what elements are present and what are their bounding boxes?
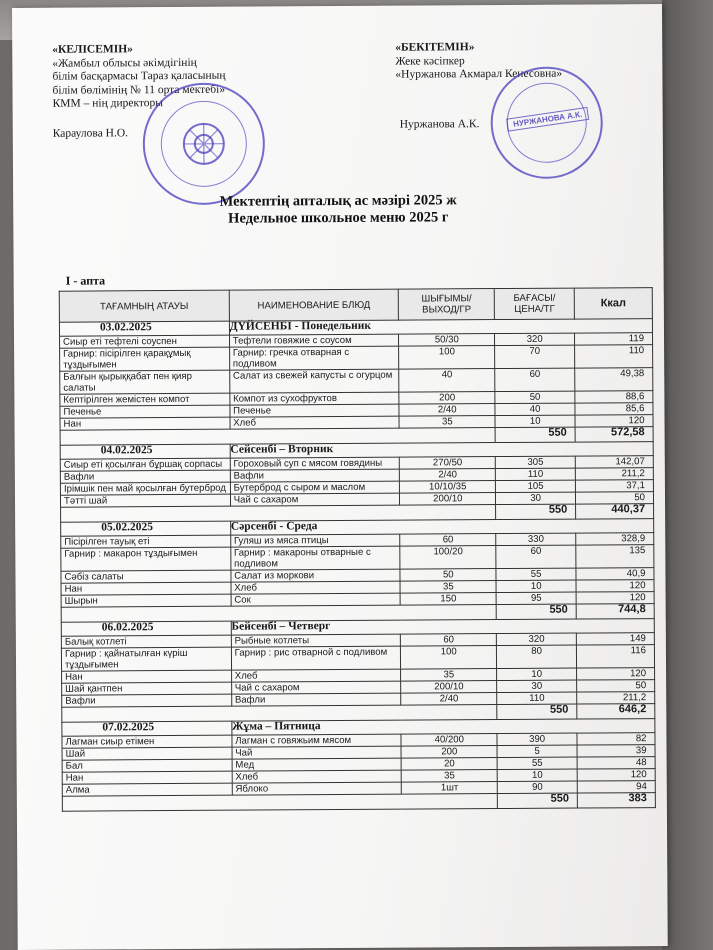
dish-kcal: 119	[575, 333, 653, 345]
dish-name-ru: Чай с сахаром	[230, 493, 400, 506]
dish-name-ru: Гарнир: гречка отварная с подливом	[229, 346, 399, 370]
dish-name-ru: Салат из моркови	[231, 569, 401, 582]
dish-kcal: 85,6	[575, 403, 653, 415]
dish-kcal: 120	[576, 580, 654, 592]
dish-portion: 2/40	[400, 469, 496, 482]
column-header: ТАҒАМНЫҢ АТАУЫ	[59, 290, 229, 322]
dish-kcal: 135	[576, 545, 654, 568]
dish-kcal: 120	[576, 592, 654, 604]
dish-kcal: 94	[577, 781, 655, 793]
dish-name-ru: Яблоко	[232, 782, 402, 795]
dish-portion: 60	[401, 634, 497, 647]
dish-name-kz: Нан	[61, 582, 231, 595]
dish-name-ru: Гуляш из мяса птицы	[230, 534, 400, 547]
dish-portion: 10/10/35	[400, 481, 496, 494]
dish-name-kz: Ірімшік пен май қосылған бутерброд	[60, 482, 230, 495]
dish-name-ru: Мед	[232, 758, 402, 771]
day-date: 07.02.2025	[62, 721, 232, 736]
dish-name-kz: Сиыр еті тефтелі соуспен	[60, 335, 230, 348]
menu-table	[59, 287, 656, 812]
dish-name-ru: Рыбные котлеты	[231, 634, 401, 647]
dish-price: 305	[495, 456, 575, 468]
dish-portion: 35	[399, 416, 495, 429]
day-name: ДҮЙСЕНБІ - Понедельник	[229, 319, 652, 336]
left-signer: Караулова Н.О.	[52, 126, 129, 140]
right-signer: Нуржанова А.К.	[399, 117, 480, 131]
dish-price: 80	[497, 645, 577, 668]
total-price: 550	[495, 427, 575, 442]
total-price: 550	[496, 604, 576, 619]
dish-name-ru: Салат из свежей капусты с огурцом	[229, 369, 399, 393]
dish-name-ru: Вафли	[231, 693, 401, 706]
total-price: 550	[497, 704, 577, 719]
dish-portion: 100	[401, 646, 497, 670]
table-header-row	[59, 288, 652, 323]
dish-name-ru: Вафли	[230, 469, 400, 482]
dish-portion: 200/10	[400, 493, 496, 506]
total-spacer	[62, 794, 497, 812]
dish-portion: 200	[399, 392, 495, 405]
day-total-row	[62, 793, 655, 812]
emblem-icon	[179, 119, 229, 169]
total-kcal: 744,8	[576, 604, 654, 619]
column-header: ШЫҒЫМЫ/ ВЫХОД/ГР	[399, 289, 495, 321]
dish-name-ru: Гарнир : рис отварной с подливом	[231, 646, 401, 670]
dish-name-ru: Хлеб	[231, 581, 401, 594]
day-name: Сейсенбі – Вторник	[230, 442, 653, 459]
dish-kcal: 82	[577, 733, 655, 745]
dish-price: 320	[495, 333, 575, 345]
dish-portion: 200/10	[401, 681, 497, 694]
dish-name-kz: Пісірілген тауық етi	[61, 535, 231, 548]
total-price: 550	[496, 504, 576, 519]
dish-kcal: 49,38	[575, 368, 653, 391]
dish-name-ru: Бутерброд с сыром и маслом	[230, 481, 400, 494]
dish-portion: 1шт	[402, 782, 498, 795]
school-stamp	[142, 82, 265, 205]
dish-portion: 100/20	[400, 546, 496, 570]
dish-name-ru: Хлеб	[230, 416, 400, 429]
day-date: 03.02.2025	[59, 321, 229, 336]
dish-name-ru: Гарнир : макароны отварные с подливом	[231, 546, 401, 570]
dish-portion: 40/200	[401, 734, 497, 747]
dish-name-kz: Балық котлеті	[61, 635, 231, 648]
dish-portion: 2/40	[401, 693, 497, 706]
day-date: 06.02.2025	[61, 621, 231, 636]
dish-price: 30	[497, 680, 577, 692]
dish-name-kz: Шай	[62, 747, 232, 760]
dish-price: 95	[496, 592, 576, 604]
day-name: Бейсенбі – Четверг	[231, 619, 654, 636]
total-kcal: 572,58	[575, 427, 653, 442]
dish-price: 70	[495, 345, 575, 368]
dish-kcal: 328,9	[576, 533, 654, 545]
dish-price: 330	[496, 533, 576, 545]
dish-price: 30	[496, 492, 576, 504]
dish-name-ru: Хлеб	[231, 669, 401, 682]
dish-price: 55	[496, 568, 576, 580]
dish-price: 60	[495, 368, 575, 391]
entrepreneur-stamp	[490, 66, 603, 179]
dish-name-kz: Шай қантпен	[62, 682, 232, 695]
dish-price: 10	[497, 668, 577, 680]
menu-document	[12, 4, 668, 950]
dish-portion: 50/30	[399, 334, 495, 347]
dish-portion: 200	[401, 746, 497, 759]
title-kz: Мектептің апталық ас мәзірі 2025 ж	[219, 192, 457, 210]
dish-name-kz: Нан	[60, 417, 230, 430]
dish-portion: 150	[400, 593, 496, 606]
right-approval-title: «БЕКІТЕМІН»	[395, 41, 475, 54]
dish-name-kz: Нан	[62, 670, 232, 683]
total-kcal: 440,37	[576, 504, 654, 519]
total-kcal: 646,2	[577, 704, 655, 719]
right-approval-line: «Нуржанова Акмарал Кенесовна»	[395, 67, 563, 81]
dish-price: 105	[496, 480, 576, 492]
dish-name-kz: Лагман сиыр етімен	[62, 735, 232, 748]
column-header: БАҒАСЫ/ ЦЕНА/ТГ	[494, 288, 574, 319]
left-approval-line: білім бөлімінің № 11 орта мектебі»	[52, 83, 226, 97]
dish-portion: 60	[400, 534, 496, 547]
dish-name-kz: Алма	[62, 783, 232, 796]
dish-kcal: 50	[576, 492, 654, 504]
dish-portion: 20	[401, 758, 497, 771]
day-name: Жұма – Пятница	[232, 719, 655, 736]
column-header: НАИМЕНОВАНИЕ БЛЮД	[229, 289, 399, 321]
dish-price: 55	[497, 757, 577, 769]
dish-name-kz: Гарнир : макарон тұздығымен	[61, 547, 231, 571]
dish-kcal: 120	[575, 415, 653, 427]
dish-name-ru: Чай с сахаром	[231, 681, 401, 694]
dish-name-ru: Лагман с говяжьим мясом	[232, 734, 402, 747]
dish-name-kz: Сиыр еті қосылған бұршақ сорпасы	[60, 458, 230, 471]
dish-price: 10	[496, 580, 576, 592]
left-approval-title: «КЕЛІСЕМІН»	[52, 43, 133, 56]
dish-kcal: 149	[576, 633, 654, 645]
dish-price: 10	[495, 415, 575, 427]
dish-price: 50	[495, 391, 575, 403]
dish-kcal: 116	[576, 645, 654, 668]
dish-kcal: 120	[577, 769, 655, 781]
dish-portion: 270/50	[400, 457, 496, 470]
left-approval-line: білім басқармасы Тараз қаласының	[52, 69, 226, 83]
dish-name-ru: Печенье	[230, 404, 400, 417]
left-approval-line: КММ – нің директоры	[52, 97, 164, 110]
dish-price: 10	[497, 769, 577, 781]
left-approval-line: «Жамбыл облысы әкімдігінің	[52, 56, 197, 70]
right-approval-line: Жеке кәсіпкер	[395, 54, 465, 68]
dish-price: 5	[497, 745, 577, 757]
day-date: 04.02.2025	[60, 444, 230, 459]
dish-kcal: 120	[577, 668, 655, 680]
dish-kcal: 142,07	[575, 456, 653, 468]
dish-portion: 35	[402, 770, 498, 783]
total-price: 550	[498, 793, 578, 808]
dish-kcal: 48	[577, 757, 655, 769]
dish-kcal: 110	[575, 345, 653, 368]
dish-portion: 35	[400, 581, 496, 594]
dish-price: 320	[497, 633, 577, 645]
dish-portion: 40	[399, 369, 495, 393]
dish-kcal: 211,2	[577, 692, 655, 704]
dish-price: 110	[496, 468, 576, 480]
dish-price: 110	[497, 692, 577, 704]
dish-name-kz: Гарнир : қайнатылған күріш тұздығымен	[61, 647, 231, 671]
dish-name-kz: Нан	[62, 771, 232, 784]
dish-portion: 2/40	[399, 404, 495, 417]
dish-name-kz: Балғын қырыққабат пен қияр салаты	[60, 370, 230, 394]
dish-price: 390	[497, 733, 577, 745]
dish-name-kz: Печенье	[60, 405, 230, 418]
dish-portion: 100	[399, 346, 495, 370]
dish-name-ru: Компот из сухофруктов	[230, 392, 400, 405]
week-label: I - апта	[65, 273, 106, 288]
dish-name-kz: Гарнир: пісірілген қарақұмық тұздығымен	[60, 347, 230, 371]
dish-name-ru: Хлеб	[232, 770, 402, 783]
day-name: Сәрсенбі - Среда	[230, 519, 653, 536]
dish-name-kz: Тәтті шай	[60, 494, 230, 507]
dish-portion: 35	[401, 669, 497, 682]
dish-name-kz: Бал	[62, 759, 232, 772]
dish-name-ru: Чай	[232, 746, 402, 759]
dish-name-ru: Тефтели говяжие с соусом	[229, 334, 399, 347]
seal-text: НУРЖАНОВА А.К.	[506, 107, 589, 132]
day-date: 05.02.2025	[61, 521, 231, 536]
dish-price: 40	[495, 403, 575, 415]
dish-kcal: 88,6	[575, 391, 653, 403]
dish-price: 60	[496, 545, 576, 568]
dish-portion: 50	[400, 569, 496, 582]
dish-name-kz: Сәбіз салаты	[61, 570, 231, 583]
dish-name-ru: Гороховый суп с мясом говядины	[230, 457, 400, 470]
dish-kcal: 50	[577, 680, 655, 692]
title-ru: Недельное школьное меню 2025 г	[228, 209, 449, 227]
dish-name-kz: Вафли	[62, 694, 232, 707]
dish-kcal: 40,9	[576, 568, 654, 580]
dish-name-kz: Кептірілген жемістен компот	[60, 393, 230, 406]
dish-kcal: 39	[577, 745, 655, 757]
column-header: Ккал	[574, 288, 652, 319]
dish-kcal: 37,1	[575, 480, 653, 492]
dish-name-ru: Сок	[231, 593, 401, 606]
dish-kcal: 211,2	[575, 468, 653, 480]
dish-name-kz: Вафли	[60, 470, 230, 483]
dish-name-kz: Шырын	[61, 594, 231, 607]
dish-price: 90	[497, 781, 577, 793]
total-kcal: 383	[577, 793, 655, 808]
background-edge	[662, 0, 713, 950]
